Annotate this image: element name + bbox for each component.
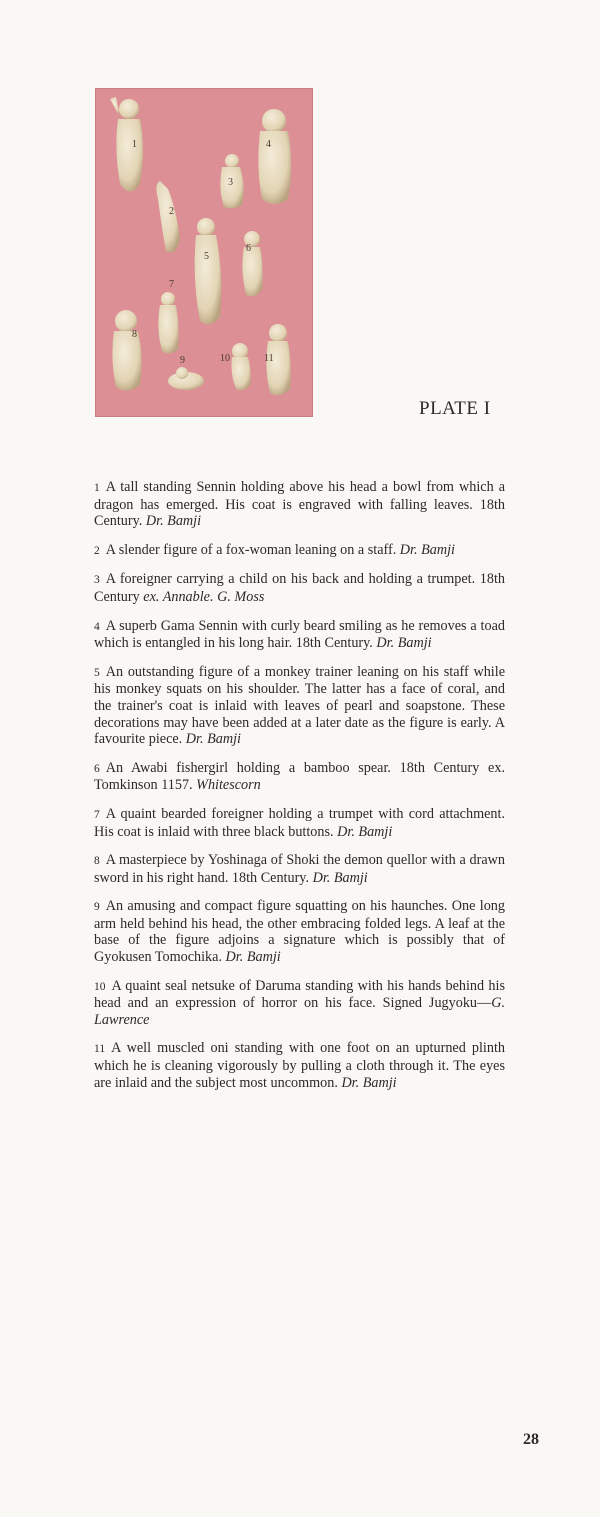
entry-text: An Awabi fishergirl holding a bamboo spear. 18th Century ex. Tomkinson 1157. — [94, 759, 505, 794]
entry-credit: Dr. Bamji — [312, 869, 368, 886]
caption-entry-11 — [94, 1040, 505, 1091]
netsuke-figures-illustration — [96, 89, 314, 418]
entry-number: 7 — [94, 808, 100, 821]
plate-photograph — [95, 88, 313, 417]
entry-text: An outstanding figure of a monkey trainer leaning on his staff while his monkey squats on his shoulder. The latter has a face of coral, and the trainer's coat is inlaid with leaves of pearl and soapstone. These decorations may have been added at a later date as the figure is early. A favourite piece. — [94, 663, 505, 748]
entry-text: A quaint seal netsuke of Daruma standing with his hands behind his head and an expression of horror on his face. Signed Jugyoku— — [94, 977, 505, 1012]
entry-number: 11 — [94, 1043, 106, 1056]
figure-label-5: 5 — [204, 251, 209, 262]
entry-number: 2 — [94, 544, 100, 557]
netsuke-figure-10 — [232, 343, 251, 390]
netsuke-figure-8 — [112, 310, 141, 391]
entry-text: A masterpiece by Yoshinaga of Shoki the demon quellor with a drawn sword in his right hand. 18th Century. — [94, 852, 505, 886]
figure-label-1: 1 — [132, 139, 137, 150]
caption-list — [94, 479, 505, 1103]
figure-label-6: 6 — [246, 243, 251, 254]
entry-text: A quaint bearded foreigner holding a trumpet with cord attachment. His coat is inlaid with three black buttons. — [94, 805, 505, 840]
entry-text: A foreigner carrying a child on his back and holding a trumpet. 18th Century — [94, 571, 505, 605]
caption-entry-1 — [94, 479, 505, 530]
entry-number: 6 — [94, 762, 100, 775]
caption-entry-7 — [94, 806, 505, 840]
entry-text: A superb Gama Sennin with curly beard smiling as he removes a toad which is entangled in his long hair. 18th Century. — [94, 617, 505, 652]
entry-number: 3 — [94, 574, 100, 587]
entry-number: 10 — [94, 980, 106, 993]
entry-number: 5 — [94, 666, 100, 679]
entry-text: A tall standing Sennin holding above his head a bowl from which a dragon has emerged. His coat is engraved with falling leaves. 18th Century. — [94, 479, 505, 530]
entry-text: A slender figure of a fox-woman leaning on a staff. — [105, 541, 397, 558]
figure-label-9: 9 — [180, 355, 185, 366]
figure-label-4: 4 — [266, 139, 271, 150]
netsuke-figure-4 — [258, 109, 291, 204]
entry-credit: Dr. Bamji — [225, 949, 281, 966]
caption-entry-5 — [94, 664, 505, 748]
netsuke-figure-5 — [195, 218, 222, 324]
entry-credit: Dr. Bamji — [399, 541, 455, 558]
entry-text: An amusing and compact figure squatting on his haunches. One long arm held behind his head, the other embracing folded legs. A leaf at the base of the figure adjoins a signature which is possibly that of Gyokusen Tomochika. — [94, 898, 505, 966]
entry-credit: Dr. Bamji — [145, 513, 202, 530]
figure-label-10: 10 — [220, 353, 230, 364]
caption-entry-3 — [94, 571, 505, 605]
caption-entry-4 — [94, 618, 505, 652]
caption-entry-10 — [94, 978, 505, 1029]
entry-credit: Dr. Bamji — [337, 823, 393, 840]
entry-provenance: ex. Annable. — [143, 588, 214, 605]
entry-credit: G. Lawrence — [94, 995, 505, 1028]
netsuke-figure-9 — [168, 367, 204, 390]
entry-credit: Dr. Bamji — [185, 731, 241, 748]
page-number: 28 — [523, 1431, 539, 1448]
netsuke-figure-1 — [110, 97, 143, 192]
caption-entry-2 — [94, 542, 505, 560]
entry-number: 9 — [94, 901, 100, 914]
caption-entry-8 — [94, 852, 505, 886]
entry-text: A well muscled oni standing with one foot on an upturned plinth which he is cleaning vigorously by pulling a cloth through it. The eyes are inlaid and the subject most uncommon. — [94, 1040, 505, 1091]
netsuke-figure-7 — [158, 292, 178, 354]
entry-credit: G. Moss — [217, 588, 265, 605]
entry-credit: Dr. Bamji — [376, 635, 432, 652]
netsuke-figure-6 — [242, 231, 262, 296]
figure-label-3: 3 — [228, 177, 233, 188]
entry-credit: Whitescorn — [196, 777, 261, 794]
entry-number: 4 — [94, 620, 100, 633]
caption-entry-9 — [94, 898, 505, 965]
entry-number: 1 — [94, 482, 100, 494]
caption-entry-6 — [94, 760, 505, 794]
figure-label-2: 2 — [169, 206, 174, 217]
entry-credit: Dr. Bamji — [341, 1074, 397, 1091]
figure-label-7: 7 — [169, 279, 174, 290]
plate-title: PLATE I — [419, 398, 491, 419]
figure-label-8: 8 — [132, 329, 137, 340]
figure-label-11: 11 — [264, 353, 274, 364]
entry-number: 8 — [94, 855, 100, 868]
